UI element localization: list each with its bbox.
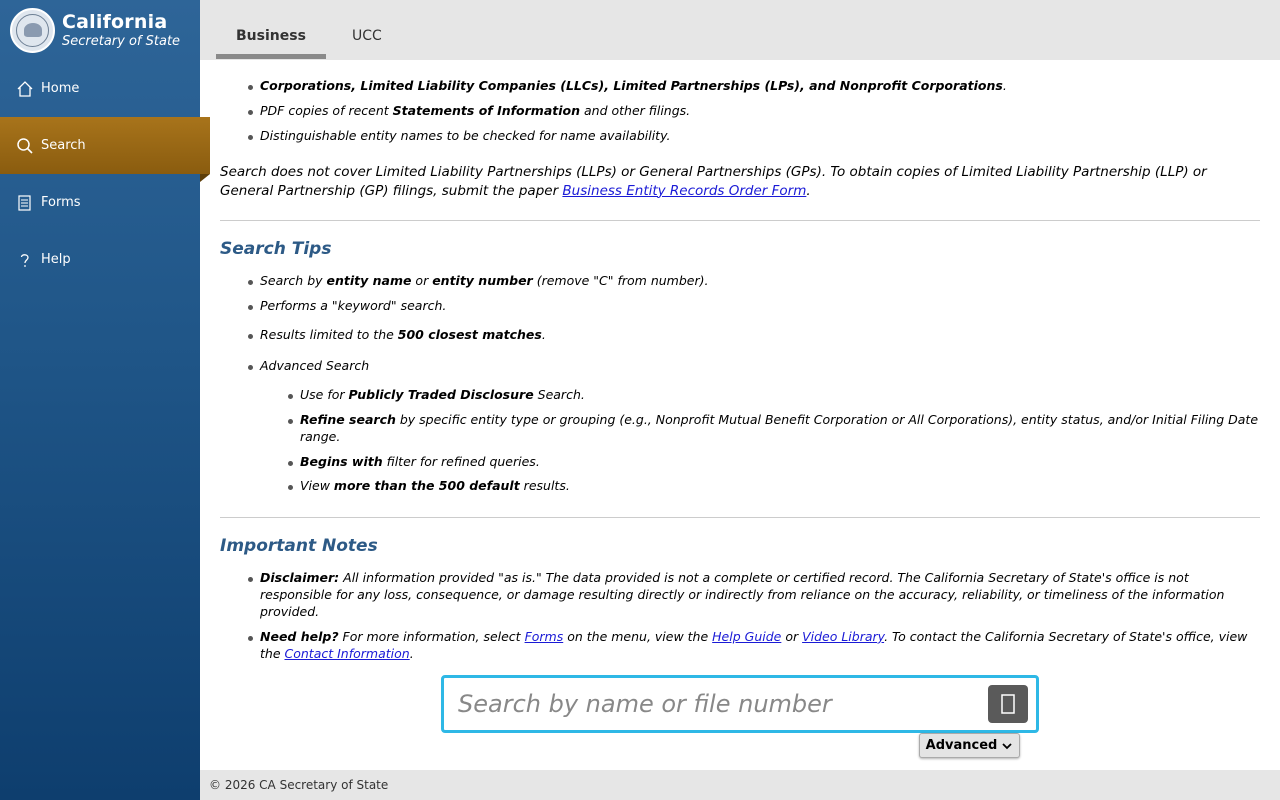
forms-link[interactable]: Forms (524, 628, 564, 644)
brand-title: California (62, 10, 168, 33)
home-icon (15, 79, 35, 99)
list-item: Corporations, Limited Liability Companies (LLCs), Limited Partnerships (LPs), and Nonprofit Corporations. (220, 78, 1260, 95)
records-order-form-link[interactable]: Business Entity Records Order Form (562, 182, 807, 199)
list-item: Advanced Search (220, 358, 1260, 375)
list-item: View more than the 500 default results. (220, 478, 1260, 495)
sidebar-item-forms[interactable] (0, 174, 200, 231)
coverage-paragraph: Search does not cover Limited Liability Partnerships (LLPs) or General Partnerships (GPs). To obtain copies of Limited Liability Partnership (LLP) or General Partnership (GP) filings, submit the paper Business Entity Records Order Form. (220, 163, 1207, 199)
footer (200, 770, 1280, 800)
search-submit-icon (1001, 694, 1015, 714)
sidebar-item-label: Search (41, 138, 86, 153)
state-seal-logo (10, 8, 55, 53)
notes-list (220, 570, 1260, 662)
divider (220, 220, 1260, 221)
list-item: Performs a "keyword" search. (220, 298, 1260, 315)
search-input[interactable] (458, 686, 978, 722)
search-icon (15, 136, 35, 156)
sidebar-item-label: Forms (41, 195, 81, 210)
sidebar-item-home[interactable] (0, 60, 200, 117)
sidebar-item-search[interactable] (0, 117, 210, 174)
included-list (220, 78, 1260, 145)
sidebar-item-label: Help (41, 252, 71, 267)
list-item: Distinguishable entity names to be checked for name availability. (220, 128, 1260, 145)
list-item: Refine search by specific entity type or grouping (e.g., Nonprofit Mutual Benefit Corporation or All Corporations), entity status, and/or Initial Filing Date range. (220, 412, 1260, 446)
tips-list (220, 273, 1260, 375)
search-box (441, 675, 1039, 733)
list-item: Search by entity name or entity number (remove "C" from number). (220, 273, 1260, 290)
top-tab-bar (200, 0, 1280, 60)
sidebar-item-help[interactable] (0, 231, 200, 288)
list-item: PDF copies of recent Statements of Information and other filings. (220, 103, 1260, 120)
search-tips-heading: Search Tips (220, 239, 332, 260)
chevron-down-icon (1001, 741, 1013, 751)
brand[interactable] (0, 0, 200, 60)
brand-subtitle: Secretary of State (62, 33, 181, 49)
list-item: Disclaimer: All information provided "as is." The data provided is not a complete or certified record. The California Secretary of State's office is not responsible for any loss, consequence, or damage resulting directly or indirectly from reliance on the accuracy, reliability, or timeliness of the information provided. (220, 570, 1260, 621)
main-content (220, 44, 1260, 671)
list-item: Begins with filter for refined queries. (220, 454, 1260, 471)
important-notes-heading: Important Notes (220, 536, 378, 557)
tab-ucc[interactable]: UCC (352, 28, 382, 44)
list-item: Use for Publicly Traded Disclosure Search. (220, 387, 1260, 404)
help-guide-link[interactable]: Help Guide (712, 628, 782, 644)
contact-information-link[interactable]: Contact Information (284, 645, 410, 661)
advanced-tips-list (220, 387, 1260, 495)
video-library-link[interactable]: Video Library (802, 628, 885, 644)
list-item: Results limited to the 500 closest matches. (220, 327, 1260, 344)
divider (220, 517, 1260, 518)
forms-icon (15, 193, 35, 213)
sidebar (0, 0, 200, 800)
advanced-label: Advanced (925, 738, 998, 753)
tab-business[interactable]: Business (236, 28, 306, 44)
sidebar-item-label: Home (41, 81, 80, 96)
copyright-text: © 2026 CA Secretary of State (209, 778, 389, 792)
list-item: Need help? For more information, select Forms on the menu, view the Help Guide or Video Library. To contact the California Secretary of State's office, view the Contact Information. (220, 629, 1260, 663)
help-icon (15, 250, 35, 270)
advanced-search-button[interactable] (919, 733, 1020, 758)
search-button[interactable] (988, 685, 1028, 723)
